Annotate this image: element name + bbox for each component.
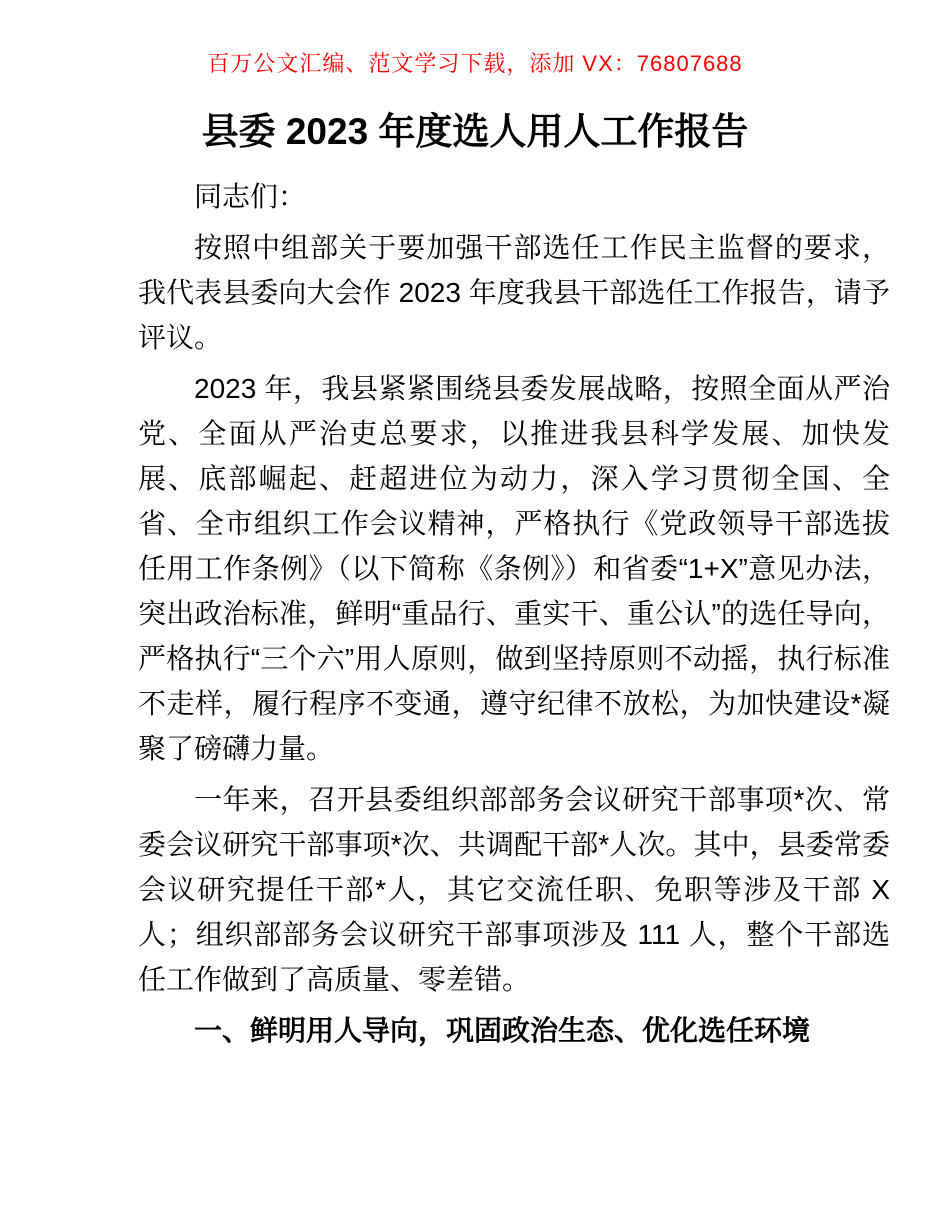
promo-banner: 百万公文汇编、范文学习下载，添加 VX：76807688 bbox=[207, 51, 743, 76]
section-heading: 一、鲜明用人导向，巩固政治生态、优化选任环境 bbox=[194, 1015, 811, 1046]
paragraph: 按照中组部关于要加强干部选任工作民主监督的要求，我代表县委向大会作 2023 年度我县干部选任工作报告，请予评议。 bbox=[138, 232, 890, 353]
document-title: 县委 2023 年度选人用人工作报告 bbox=[201, 111, 749, 152]
paragraph: 2023 年，我县紧紧围绕县委发展战略，按照全面从严治党、全面从严治吏总要求，以推进我县科学发展、加快发展、底部崛起、赶超进位为动力，深入学习贯彻全国、全省、全市组织工作会议精神，严格执行《党政领导干部选拔任用工作条例》（以下简称《条例》）和省委“1+X”意见办法，突出政治标准，鲜明“重品行、重实干、重公认”的选任导向，严格执行“三个六”用人原则，做到坚持原则不动摇，执行标准不走样，履行程序不变通，遵守纪律不放松，为加快建设*凝聚了磅礴力量。 bbox=[138, 373, 890, 764]
salutation: 同志们： bbox=[194, 181, 307, 212]
paragraph: 一年来，召开县委组织部部务会议研究干部事项*次、常委会议研究干部事项*次、共调配干部*人次。其中，县委常委会议研究提任干部*人，其它交流任职、免职等涉及干部 X 人；组织部部务会议研究干部事项涉及 111 人，整个干部选任工作做到了高质量、零差错。 bbox=[138, 784, 890, 995]
document-body bbox=[138, 174, 890, 1053]
